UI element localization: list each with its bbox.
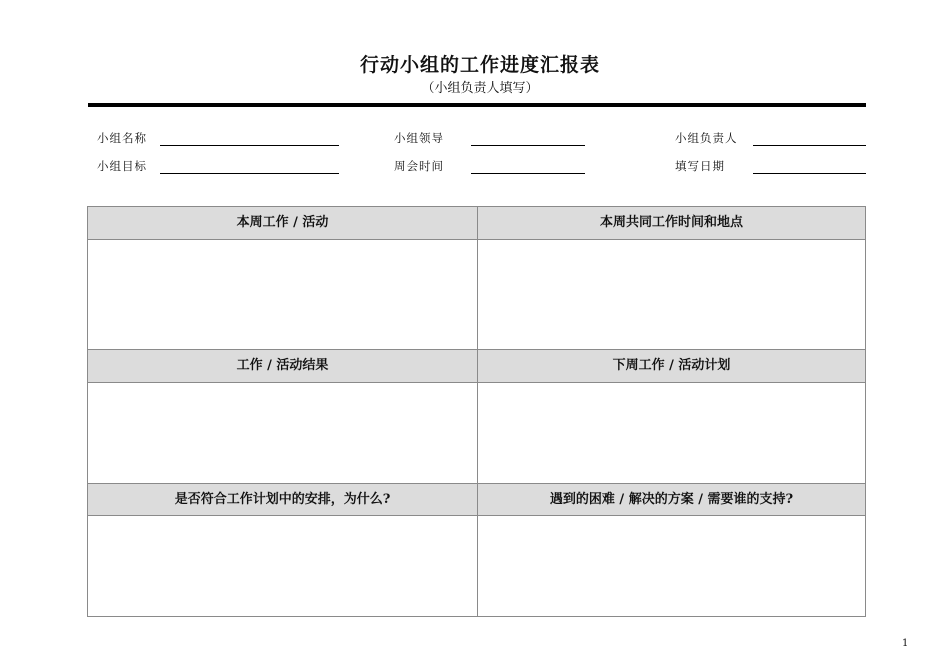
group-leader-label: 小组领导: [394, 131, 444, 145]
group-goal-field: [97, 158, 339, 176]
plan-compliance-header: 是否符合工作计划中的安排，为什么?: [88, 484, 477, 516]
report-grid: [87, 206, 866, 617]
next-week-plan-header: 下周工作 / 活动计划: [478, 350, 865, 383]
fill-date-label: 填写日期: [675, 159, 725, 173]
difficulties-area[interactable]: [478, 516, 865, 616]
group-owner-field: [675, 130, 866, 148]
form-title: 行动小组的工作进度汇报表: [359, 54, 600, 76]
group-owner-label: 小组负责人: [675, 131, 738, 145]
work-results-area[interactable]: [88, 383, 477, 484]
group-goal-label: 小组目标: [97, 159, 147, 173]
this-week-work-header: 本周工作 / 活动: [88, 207, 477, 240]
meeting-time-label: 周会时间: [394, 159, 444, 173]
group-leader-input-line[interactable]: [471, 145, 585, 146]
grid-column-divider: [477, 207, 478, 616]
fill-date-input-line[interactable]: [753, 173, 866, 174]
work-results-header: 工作 / 活动结果: [88, 350, 477, 383]
page-number: 1: [902, 638, 909, 649]
this-week-time-place-header: 本周共同工作时间和地点: [478, 207, 865, 240]
plan-compliance-area[interactable]: [88, 516, 477, 616]
group-goal-input-line[interactable]: [160, 173, 339, 174]
group-owner-input-line[interactable]: [753, 145, 866, 146]
fill-date-field: [675, 158, 866, 176]
group-leader-field: [394, 130, 585, 148]
group-name-label: 小组名称: [97, 131, 147, 145]
difficulties-header: 遇到的困难 / 解决的方案 / 需要谁的支持?: [478, 484, 865, 516]
group-name-input-line[interactable]: [160, 145, 339, 146]
title-divider: [88, 103, 866, 107]
form-subtitle: （小组负责人填写）: [421, 81, 539, 96]
group-name-field: [97, 130, 339, 148]
meeting-time-field: [394, 158, 585, 176]
this-week-work-area[interactable]: [88, 240, 477, 350]
this-week-time-place-area[interactable]: [478, 240, 865, 350]
next-week-plan-area[interactable]: [478, 383, 865, 484]
meeting-time-input-line[interactable]: [471, 173, 585, 174]
